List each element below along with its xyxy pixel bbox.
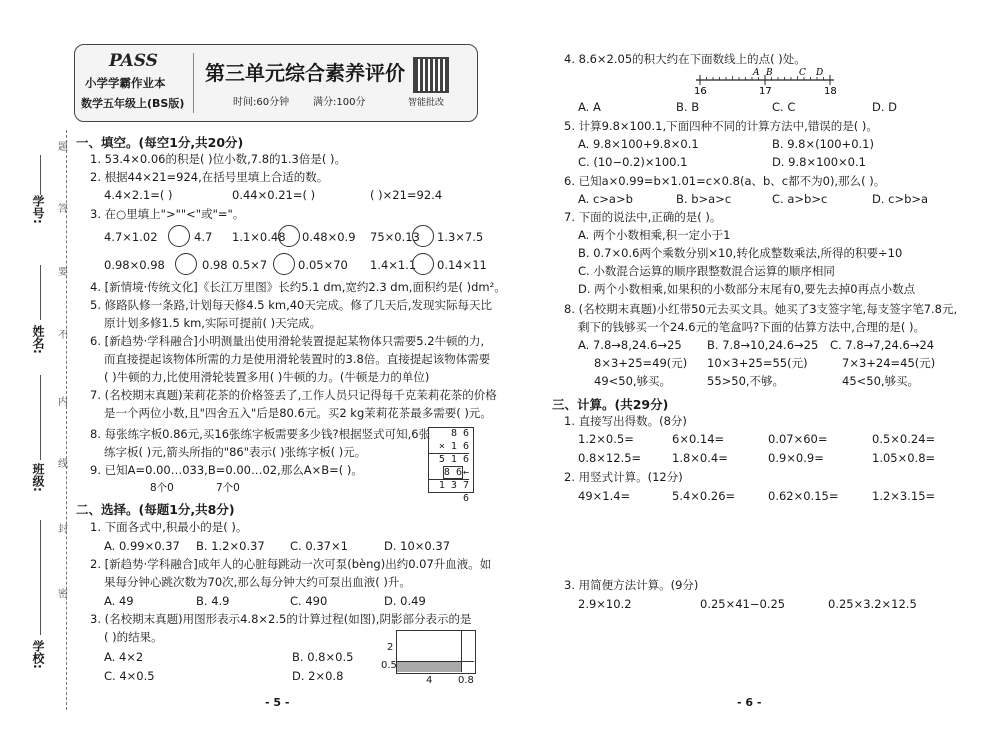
school-label: 学校: xyxy=(31,640,45,669)
c6-text: 6. 已知a×0.99=b×1.01=c×0.8(a、b、c都不为0),那么( )。 xyxy=(564,174,886,188)
class-line xyxy=(40,375,41,460)
c1-text: 1. 下面各式中,积最小的是( )。 xyxy=(90,520,248,534)
calc-item[interactable]: 0.25×41−0.25 xyxy=(700,597,786,611)
q8-text: 8. 每张练字板0.86元,买16张练字板需要多少钱?根据竖式可知,6张 xyxy=(90,427,431,441)
option[interactable]: C. 小数混合运算的顺序跟整数混合运算的顺序相同 xyxy=(578,264,835,278)
figure-label: 0.8 xyxy=(458,675,474,686)
q6-text-cont: 而直接提起该物体所需的力是使用滑轮装置时的3.8倍。直接提起该物体需要 xyxy=(104,352,491,366)
option[interactable]: C. (10−0.2)×100.1 xyxy=(578,155,688,169)
brace-note: 7个0 xyxy=(216,482,240,494)
c5-text: 5. 计算9.8×100.1,下面四种不同的计算方法中,错误的是( )。 xyxy=(564,119,878,133)
header-box xyxy=(74,44,478,122)
compare-circle[interactable] xyxy=(412,225,434,247)
page-number: - 6 - xyxy=(737,696,762,709)
option[interactable]: A. c>a>b xyxy=(578,192,633,206)
d2-text: 2. 用竖式计算。(12分) xyxy=(564,470,683,484)
option[interactable]: A. 0.99×0.37 xyxy=(104,539,180,553)
q9-text: 9. 已知A=0.00…033,B=0.00…02,那么A×B=( )。 xyxy=(90,463,363,477)
grade-label: 数学五年级上(BS版) xyxy=(81,97,185,110)
cmp-left: 75×0.13 xyxy=(370,230,420,244)
tick-label: 16 xyxy=(694,86,707,96)
option-detail: 45<50,够买。 xyxy=(842,374,920,388)
option-detail: 10×3+25=55(元) xyxy=(707,356,808,370)
option[interactable]: C. 0.37×1 xyxy=(290,539,348,553)
c3-text-cont: ( )的结果。 xyxy=(104,630,163,644)
option[interactable]: C. C xyxy=(772,100,796,114)
option[interactable]: A. 4×2 xyxy=(104,650,144,664)
seal-char: 题 xyxy=(58,142,68,153)
brace-note: 8个0 xyxy=(150,482,174,494)
cmp-right: 4.7 xyxy=(194,230,213,244)
cmp-right: 0.98 xyxy=(202,258,228,272)
calc-item[interactable]: 2.9×10.2 xyxy=(578,597,632,611)
option[interactable]: C. 490 xyxy=(290,594,328,608)
series-name: 小学学霸作业本 xyxy=(85,76,166,90)
cmp-left: 0.5×7 xyxy=(232,258,268,272)
option[interactable]: D. c>b>a xyxy=(872,192,929,206)
option[interactable]: A. A xyxy=(578,100,601,114)
name-label: 姓名: xyxy=(31,325,45,354)
q3-text: 3. 在○里填上">""<"或"="。 xyxy=(90,207,245,221)
class-label: 班级: xyxy=(31,463,45,492)
calc-item[interactable]: 1.2×0.5= xyxy=(578,432,634,446)
section-choice-title: 二、选择。(每题1分,共8分) xyxy=(76,502,235,517)
calc-item[interactable]: 1.05×0.8= xyxy=(872,451,936,465)
option[interactable]: A. 49 xyxy=(104,594,134,608)
tick-label: 18 xyxy=(824,86,837,96)
option-detail: 8×3+25=49(元) xyxy=(594,356,688,370)
seal-char: 线 xyxy=(58,459,68,470)
cmp-left: 4.7×1.02 xyxy=(104,230,158,244)
tick-label: 17 xyxy=(759,86,772,96)
option-detail: 7×3+24=45(元) xyxy=(842,356,936,370)
page-number: - 5 - xyxy=(265,696,290,709)
option[interactable]: B. 0.7×0.6两个乘数分别×10,转化成整数乘法,所得的积要÷10 xyxy=(578,246,903,260)
figure-label: 0.5 xyxy=(381,660,397,671)
calc-item[interactable]: 1.2×3.15= xyxy=(872,489,936,503)
q7-text: 7. (名校期末真题)茉莉花茶的价格签丢了,工作人员只记得每千克茉莉花茶的价格 xyxy=(90,388,497,402)
option[interactable]: A. 9.8×100+9.8×0.1 xyxy=(578,137,699,151)
seal-char: 封 xyxy=(58,524,68,535)
c8-text: 8. (名校期末真题)小红带50元去买文具。她买了3支签字笔,每支签字笔7.8元, xyxy=(564,302,958,316)
calc-row: 1 3 7 6 xyxy=(429,479,469,505)
option[interactable]: B. 4.9 xyxy=(196,594,230,608)
option[interactable]: C. a>b>c xyxy=(772,192,828,206)
figure-label: 2 xyxy=(387,642,394,653)
student-id-line xyxy=(40,155,41,195)
option[interactable]: B. B xyxy=(676,100,700,114)
q2-item-b: 0.44×0.21=( ) xyxy=(232,188,316,202)
figure-divider xyxy=(461,630,462,672)
c3-text: 3. (名校期末真题)用图形表示4.8×2.5的计算过程(如图),阴影部分表示的是 xyxy=(90,612,472,626)
option[interactable]: C. 4×0.5 xyxy=(104,669,155,683)
compare-circle[interactable] xyxy=(278,225,300,247)
option[interactable]: C. 7.8→7,24.6→24 xyxy=(830,338,935,352)
vertical-calc-box xyxy=(428,427,474,504)
calc-item[interactable]: 49×1.4= xyxy=(578,489,631,503)
c4-text: 4. 8.6×2.05的积大约在下面数线上的点( )处。 xyxy=(564,52,806,66)
point-label: A xyxy=(753,68,760,78)
seal-char: 不 xyxy=(58,330,68,341)
calc-item[interactable]: 0.9×0.9= xyxy=(768,451,824,465)
calc-item[interactable]: 6×0.14= xyxy=(672,432,725,446)
figure-divider xyxy=(396,661,474,662)
option[interactable]: B. 7.8→10,24.6→25 xyxy=(707,338,819,352)
qr-caption: 智能批改 xyxy=(408,98,445,108)
cmp-right: 0.14×11 xyxy=(437,258,487,272)
option[interactable]: D. 0.49 xyxy=(384,594,426,608)
cmp-right: 0.05×70 xyxy=(298,258,348,272)
calc-item[interactable]: 0.25×3.2×12.5 xyxy=(828,597,917,611)
seal-char: 要 xyxy=(58,267,68,278)
compare-circle[interactable] xyxy=(412,253,434,275)
option[interactable]: B. 1.2×0.37 xyxy=(196,539,265,553)
c7-text: 7. 下面的说法中,正确的是( )。 xyxy=(564,210,722,224)
school-line xyxy=(40,520,41,635)
c2-text: 2. [新趋势·学科融合]成年人的心脏每跳动一次可泵(bèng)出约0.07升血液。如 xyxy=(90,557,492,571)
q6-text-cont: ( )牛顿的力,比使用滑轮装置多用( )牛顿的力。(牛顿是力的单位) xyxy=(104,370,430,384)
student-id-label: 学号: xyxy=(31,195,45,224)
arrow-icon: ← xyxy=(462,466,469,478)
option-detail: 55>50,不够。 xyxy=(707,374,785,388)
point-label: D xyxy=(816,68,824,78)
compare-circle[interactable] xyxy=(168,225,190,247)
calc-value: 8 6 xyxy=(443,466,462,478)
page-title: 第三单元综合素养评价 xyxy=(205,61,405,85)
calc-item[interactable]: 5.4×0.26= xyxy=(672,489,736,503)
q6-text: 6. [新趋势·学科融合]小明测量出使用滑轮装置提起某物体只需要5.2牛顿的力, xyxy=(90,334,485,348)
number-line xyxy=(690,66,840,96)
calc-row: 5 1 6 xyxy=(438,454,469,465)
q7-text-cont: 是一个两位小数,且"四舍五入"后是80.6元。买2 kg茉莉花茶最多需要( )元。 xyxy=(104,406,492,420)
figure-label: 4 xyxy=(426,675,433,686)
q5-text-cont: 原计划多修1.5 km,实际可提前( )天完成。 xyxy=(104,316,322,330)
option[interactable]: D. 2×0.8 xyxy=(292,669,344,683)
q2-text: 2. 根据44×21=924,在括号里填上合适的数。 xyxy=(90,170,329,184)
option[interactable]: D. 9.8×100×0.1 xyxy=(772,155,866,169)
d3-text: 3. 用简便方法计算。(9分) xyxy=(564,578,699,592)
cmp-left: 0.98×0.98 xyxy=(104,258,165,272)
calc-row: × 1 6 xyxy=(429,441,469,455)
c2-text-cont: 果每分钟心跳次数为70次,那么每分钟大约可泵出血液( )升。 xyxy=(104,575,411,589)
option[interactable]: A. 两个小数相乘,积一定小于1 xyxy=(578,228,731,242)
q4-text: 4. [新情境·传统文化]《长江万里图》长约5.1 dm,宽约2.3 dm,面积约是( )dm²。 xyxy=(90,280,506,294)
option[interactable]: D. 两个小数相乘,如果积的小数部分末尾有0,要先去掉0再点小数点 xyxy=(578,282,916,296)
option[interactable]: D. D xyxy=(872,100,898,114)
option[interactable]: B. b>a>c xyxy=(676,192,732,206)
c8-text-cont: 剩下的钱够买一个24.6元的笔盒吗?下面的估算方法中,合理的是( )。 xyxy=(578,320,925,334)
cmp-left: 1.4×1.1 xyxy=(370,258,417,272)
qr-code-icon xyxy=(413,57,449,93)
option[interactable]: B. 0.8×0.5 xyxy=(292,650,354,664)
binding-line xyxy=(66,130,67,710)
q5-text: 5. 修路队修一条路,计划每天修4.5 km,40天完成。修了几天后,发现实际每天比 xyxy=(90,298,493,312)
q2-item-c: ( )×21=92.4 xyxy=(370,188,443,202)
q1-text: 1. 53.4×0.06的积是( )位小数,7.8的1.3倍是( )。 xyxy=(90,152,346,166)
seal-char: 密 xyxy=(58,589,68,600)
option[interactable]: D. 10×0.37 xyxy=(384,539,451,553)
cmp-right: 1.3×7.5 xyxy=(437,230,484,244)
option[interactable]: A. 7.8→8,24.6→25 xyxy=(578,338,682,352)
calc-item[interactable]: 1.8×0.4= xyxy=(672,451,728,465)
option-detail: 49<50,够买。 xyxy=(594,374,672,388)
point-label: C xyxy=(799,68,806,78)
pass-logo: PASS xyxy=(109,51,158,71)
calc-item[interactable]: 0.07×60= xyxy=(768,432,828,446)
q2-item-a: 4.4×2.1=( ) xyxy=(104,188,173,202)
section-calc-title: 三、计算。(共29分) xyxy=(552,397,669,412)
calc-item[interactable]: 0.5×0.24= xyxy=(872,432,936,446)
calc-item[interactable]: 0.62×0.15= xyxy=(768,489,839,503)
shaded-region xyxy=(397,662,461,672)
name-line xyxy=(40,265,41,320)
calc-item[interactable]: 0.8×12.5= xyxy=(578,451,642,465)
time-label: 时间:60分钟 xyxy=(233,97,290,108)
cmp-left: 1.1×0.48 xyxy=(232,230,286,244)
calc-row: 8 6 xyxy=(450,428,469,439)
compare-circle[interactable] xyxy=(273,253,295,275)
d1-text: 1. 直接写出得数。(8分) xyxy=(564,414,687,428)
header-divider xyxy=(193,53,194,113)
point-label: B xyxy=(766,68,773,78)
calc-row-arrowed xyxy=(429,467,469,480)
q8-text-cont: 练字板( )元,箭头所指的"86"表示( )张练字板( )元。 xyxy=(104,445,367,459)
score-label: 满分:100分 xyxy=(313,97,366,108)
section-fill-title: 一、填空。(每空1分,共20分) xyxy=(76,135,244,150)
seal-char: 答 xyxy=(58,204,68,215)
seal-char: 内 xyxy=(58,397,68,408)
cmp-right: 0.48×0.9 xyxy=(302,230,356,244)
compare-circle[interactable] xyxy=(175,253,197,275)
option[interactable]: B. 9.8×(100+0.1) xyxy=(772,137,874,151)
